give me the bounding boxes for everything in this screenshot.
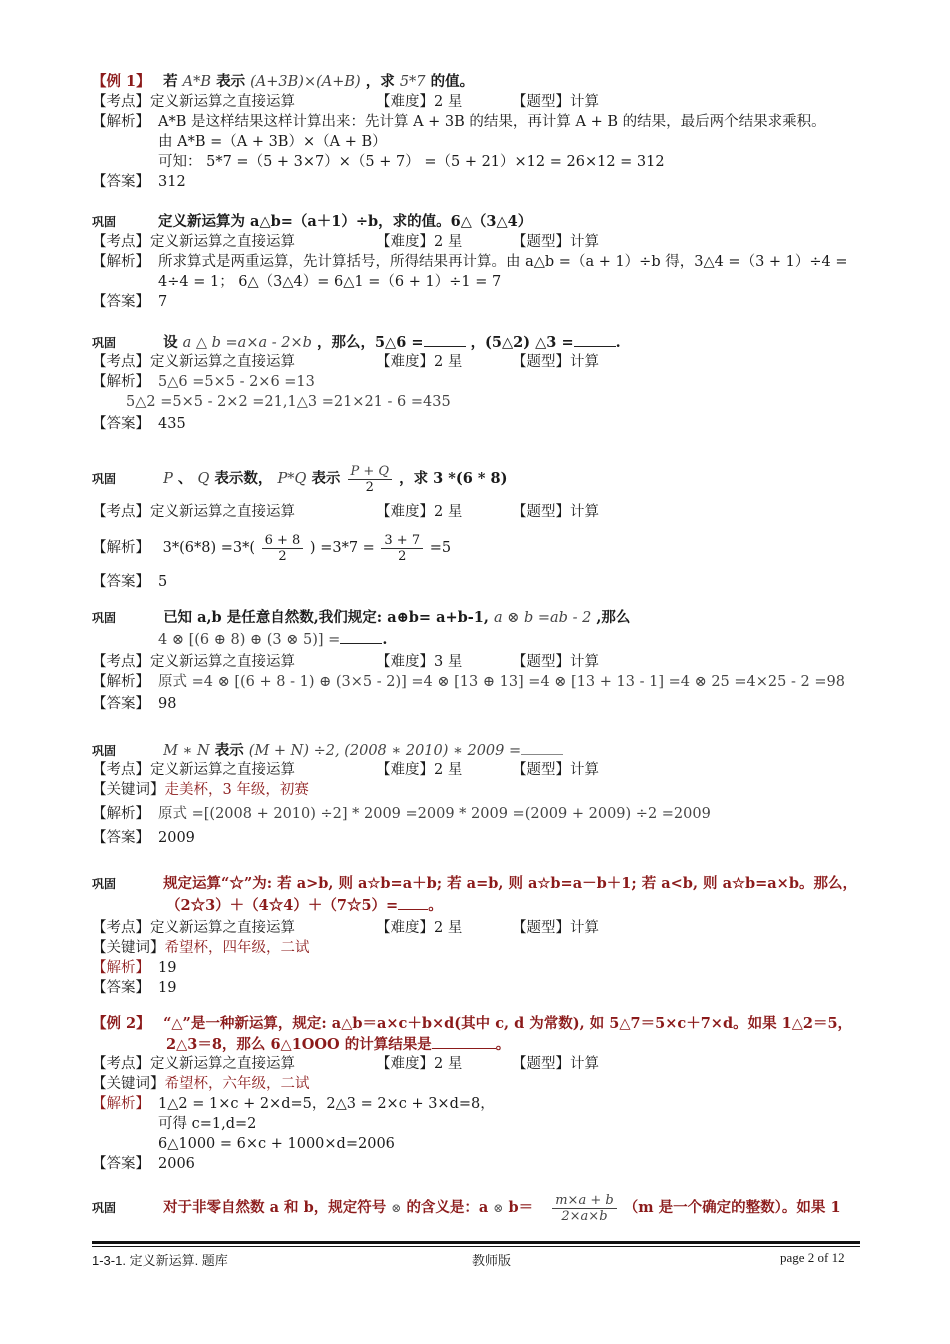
practice-5	[92, 740, 890, 848]
tixing-value: 计算	[570, 654, 599, 670]
label-tixing: 【题型】	[512, 354, 570, 370]
nandu-value: 2 星	[434, 354, 463, 370]
tixing-value: 计算	[570, 354, 599, 370]
q-text: 已知 a,b 是任意自然数,我们规定: a⊕b= a+b-1,	[163, 609, 489, 626]
answer-value: 435	[158, 416, 186, 432]
label-daan: 【答案】	[92, 174, 150, 190]
practice-tag: 巩固	[92, 336, 117, 350]
example-1	[92, 72, 890, 192]
label-daan: 【答案】	[92, 980, 150, 996]
nandu-value: 2 星	[434, 234, 463, 250]
q-text: ，(5△2) △3 =	[470, 334, 574, 351]
label-jiexi: 【解析】	[92, 960, 150, 976]
kaodian-value: 定义新运算之直接运算	[150, 1056, 295, 1072]
label-kaodian: 【考点】	[92, 354, 150, 370]
practice-tag: 巩固	[92, 877, 117, 891]
q-math: 4 ⊗ [(6 ⊕ 8) ⊕ (3 ⊗ 5)] =	[158, 632, 341, 648]
example-1-question	[92, 72, 890, 92]
fraction	[381, 533, 423, 564]
example-tag: 【例 2】	[92, 1015, 151, 1032]
label-jiexi: 【解析】	[92, 540, 150, 556]
practice-4	[92, 608, 890, 714]
q-text: 的值。	[430, 73, 475, 90]
tixing-value: 计算	[570, 920, 599, 936]
practice-7	[92, 1186, 890, 1230]
jiexi-line: 由 A*B =（A + 3B）×（A + B）	[158, 134, 387, 150]
tixing-value: 计算	[570, 1056, 599, 1072]
guanjianci-value: 希望杯，六年级，二试	[164, 1076, 310, 1092]
label-kaodian: 【考点】	[92, 94, 150, 110]
label-jiexi: 【解析】	[92, 254, 150, 270]
practice-tag: 巩固	[92, 472, 117, 486]
q-text: .	[382, 631, 388, 648]
tixing-value: 计算	[570, 504, 599, 520]
kaodian-value: 定义新运算之直接运算	[150, 920, 295, 936]
label-daan: 【答案】	[92, 830, 150, 846]
label-tixing: 【题型】	[512, 234, 570, 250]
label-guanjianci: 【关键词】	[92, 940, 165, 956]
q-text: .	[615, 334, 621, 351]
fraction-denominator: 2	[398, 548, 407, 564]
practice-tag: 巩固	[92, 1201, 117, 1215]
nandu-value: 2 星	[434, 504, 463, 520]
label-tixing: 【题型】	[512, 94, 570, 110]
nandu-value: 2 星	[434, 762, 463, 778]
otimes-symbol: ⊗	[391, 1201, 402, 1215]
label-daan: 【答案】	[92, 416, 150, 432]
label-tixing: 【题型】	[512, 1056, 570, 1072]
guanjianci-value: 希望杯，四年级，二试	[164, 940, 310, 956]
label-guanjianci: 【关键词】	[92, 1076, 165, 1092]
label-tixing: 【题型】	[512, 762, 570, 778]
jiexi-line: A*B 是这样结果这样计算出来：先计算 A + 3B 的结果，再计算 A + B 的结果，最后两个结果求乘积。	[158, 114, 826, 130]
practice-question: 定义新运算为 a△b=（a＋1）÷b，求的值。6△（3△4）	[158, 213, 533, 230]
practice-tag: 巩固	[92, 744, 117, 758]
q-math: M ∗ N	[163, 743, 210, 759]
q-math: Q	[197, 471, 210, 487]
kaodian-value: 定义新运算之直接运算	[150, 654, 295, 670]
fraction	[552, 1193, 616, 1224]
tixing-value: 计算	[570, 234, 599, 250]
label-nandu: 【难度】	[376, 920, 434, 936]
jiexi-part: ) =3*7 =	[309, 540, 375, 556]
jiexi-line: 可得 c=1,d=2	[158, 1116, 257, 1132]
answer-value: 5	[158, 574, 168, 590]
label-nandu: 【难度】	[376, 94, 434, 110]
label-kaodian: 【考点】	[92, 920, 150, 936]
answer-value: 7	[158, 294, 168, 310]
label-daan: 【答案】	[92, 696, 150, 712]
label-jiexi: 【解析】	[92, 674, 150, 690]
jiexi-part: =5	[429, 540, 452, 556]
q-text: 若	[163, 73, 178, 90]
q-text: 设	[163, 334, 178, 351]
q-math: 5*7	[399, 74, 426, 90]
q-text: 的含义是：a	[406, 1199, 489, 1216]
otimes-symbol: ⊗	[493, 1201, 504, 1215]
answer-value: 2006	[158, 1156, 195, 1172]
label-jiexi: 【解析】	[92, 806, 150, 822]
label-kaodian: 【考点】	[92, 654, 150, 670]
jiexi-line: 19	[158, 960, 177, 976]
label-tixing: 【题型】	[512, 654, 570, 670]
blank-line	[340, 629, 382, 644]
practice-question: 规定运算“☆”为: 若 a>b, 则 a☆b=a＋b; 若 a=b, 则 a☆b=a－b＋1; 若 a<b, 则 a☆b=a×b。那么，	[163, 875, 857, 892]
practice-6	[92, 874, 890, 998]
label-jiexi: 【解析】	[92, 1096, 150, 1112]
q-text: 对于非零自然数 a 和 b，规定符号	[163, 1199, 387, 1216]
label-nandu: 【难度】	[376, 762, 434, 778]
label-nandu: 【难度】	[376, 654, 434, 670]
practice-2	[92, 332, 890, 434]
practice-1	[92, 212, 890, 312]
jiexi-line: 5△2 =5×5 - 2×2 =21,1△3 =21×21 - 6 =435	[126, 394, 451, 410]
footer-rule-thin	[92, 1246, 860, 1247]
fraction	[262, 533, 304, 564]
label-kaodian: 【考点】	[92, 1056, 150, 1072]
tixing-value: 计算	[570, 94, 599, 110]
q-text: 。	[428, 897, 443, 914]
label-kaodian: 【考点】	[92, 504, 150, 520]
practice-tag: 巩固	[92, 611, 117, 625]
nandu-value: 2 星	[434, 920, 463, 936]
q-math: (A+3B)×(A+B)	[250, 74, 361, 90]
jiexi-line: 1△2 = 1×c + 2×d=5，2△3 = 2×c + 3×d=8，	[158, 1096, 495, 1112]
nandu-value: 3 星	[434, 654, 463, 670]
q-text: ,那么	[596, 609, 631, 626]
label-daan: 【答案】	[92, 294, 150, 310]
footer-page-number: page 2 of 12	[780, 1250, 845, 1265]
answer-value: 2009	[158, 830, 195, 846]
q-text: 。	[495, 1036, 511, 1053]
q-math: a ⊗ b =ab - 2	[493, 610, 592, 626]
q-text: ，求 3 *(6 * 8)	[399, 470, 508, 487]
meta-row	[92, 92, 890, 112]
q-math: a △ b =a×a - 2×b	[182, 335, 312, 351]
fraction-denominator: 2	[278, 548, 287, 564]
blank-line	[574, 332, 616, 347]
example-2	[92, 1014, 890, 1174]
label-kaodian: 【考点】	[92, 762, 150, 778]
kaodian-value: 定义新运算之直接运算	[150, 234, 295, 250]
guanjianci-value: 走美杯，3 年级，初赛	[164, 782, 309, 798]
answer-value: 98	[158, 696, 177, 712]
label-tixing: 【题型】	[512, 504, 570, 520]
fraction-denominator: 2	[365, 479, 374, 495]
label-jiexi: 【解析】	[92, 114, 150, 130]
blank-line	[521, 740, 563, 755]
nandu-value: 2 星	[434, 94, 463, 110]
q-text: ，那么，5△6 =	[316, 334, 424, 351]
kaodian-value: 定义新运算之直接运算	[150, 354, 295, 370]
blank-line	[432, 1034, 496, 1049]
fraction-denominator: 2×a×b	[561, 1208, 608, 1224]
fraction	[348, 464, 393, 495]
label-kaodian: 【考点】	[92, 234, 150, 250]
jiexi-part: 3*(6*8) =3*(	[162, 540, 255, 556]
label-jiexi: 【解析】	[92, 374, 150, 390]
fraction-numerator: 3 + 7	[381, 533, 423, 549]
q-text: 表示	[214, 742, 244, 759]
footer-center: 教师版	[472, 1253, 512, 1268]
q-text: （m 是一个确定的整数）。如果 1	[623, 1199, 841, 1216]
label-daan: 【答案】	[92, 1156, 150, 1172]
example-tag: 【例 1】	[92, 73, 151, 90]
q-math: A*B	[182, 74, 212, 90]
label-guanjianci: 【关键词】	[92, 782, 165, 798]
practice-question: （2☆3）＋（4☆4）＋（7☆5）=	[166, 897, 399, 914]
jiexi-line: 4÷4 = 1； 6△（3△4）= 6△1 =（6 + 1）÷1 = 7	[158, 274, 502, 290]
kaodian-value: 定义新运算之直接运算	[150, 94, 295, 110]
q-text: 、	[177, 470, 193, 487]
q-math: P*Q	[277, 471, 307, 487]
label-nandu: 【难度】	[376, 504, 434, 520]
q-text: b＝	[508, 1199, 534, 1216]
label-tixing: 【题型】	[512, 920, 570, 936]
answer-value: 312	[158, 174, 186, 190]
q-text: 表示数，	[214, 470, 273, 487]
label-daan: 【答案】	[92, 574, 150, 590]
jiexi-line: 5△6 =5×5 - 2×6 =13	[158, 374, 315, 390]
label-nandu: 【难度】	[376, 234, 434, 250]
q-math: P	[163, 471, 173, 487]
example-question: “△”是一种新运算，规定: a△b＝a×c＋b×d(其中 c, d 为常数), 如 5△7＝5×c＋7×d。如果 1△2＝5，	[163, 1015, 853, 1032]
kaodian-value: 定义新运算之直接运算	[150, 762, 295, 778]
kaodian-value: 定义新运算之直接运算	[150, 504, 295, 520]
practice-3	[92, 458, 890, 592]
footer-rule-thick	[92, 1241, 860, 1244]
jiexi-line: 可知： 5*7 =（5 + 3×7）×（5 + 7） =（5 + 21）×12 = 26×12 = 312	[158, 154, 665, 170]
fraction-numerator: m×a + b	[552, 1193, 616, 1209]
fraction-numerator: 6 + 8	[262, 533, 304, 549]
jiexi-line: 所求算式是两重运算，先计算括号，所得结果再计算。由 a△b =（a + 1）÷b 得，3△4 =（3 + 1）÷4 =	[158, 254, 848, 270]
jiexi-line: 原式 =[(2008 + 2010) ÷2] * 2009 =2009 * 2009 =(2009 + 2009) ÷2 =2009	[158, 806, 711, 822]
blank-line	[398, 895, 428, 910]
footer-left: 1-3-1. 定义新运算. 题库	[92, 1253, 228, 1268]
q-text: ，求	[365, 73, 395, 90]
blank-line	[424, 332, 466, 347]
q-text: 表示	[311, 470, 341, 487]
fraction-numerator: P + Q	[348, 464, 393, 480]
practice-tag: 巩固	[92, 215, 117, 229]
q-math: (M + N) ÷2, (2008 ∗ 2010) ∗ 2009 =	[248, 743, 522, 759]
jiexi-line: 原式 =4 ⊗ [(6 + 8 - 1) ⊕ (3×5 - 2)] =4 ⊗ [13 ⊕ 13] =4 ⊗ [13 + 13 - 1] =4 ⊗ 25 =4×25 - 2 =98	[158, 674, 845, 690]
q-text: 表示	[216, 73, 246, 90]
tixing-value: 计算	[570, 762, 599, 778]
label-nandu: 【难度】	[376, 354, 434, 370]
jiexi-line: 6△1000 = 6×c + 1000×d=2006	[158, 1136, 395, 1152]
example-question: 2△3＝8，那么 6△1OOO 的计算结果是	[166, 1036, 432, 1053]
nandu-value: 2 星	[434, 1056, 463, 1072]
answer-value: 19	[158, 980, 177, 996]
label-nandu: 【难度】	[376, 1056, 434, 1072]
